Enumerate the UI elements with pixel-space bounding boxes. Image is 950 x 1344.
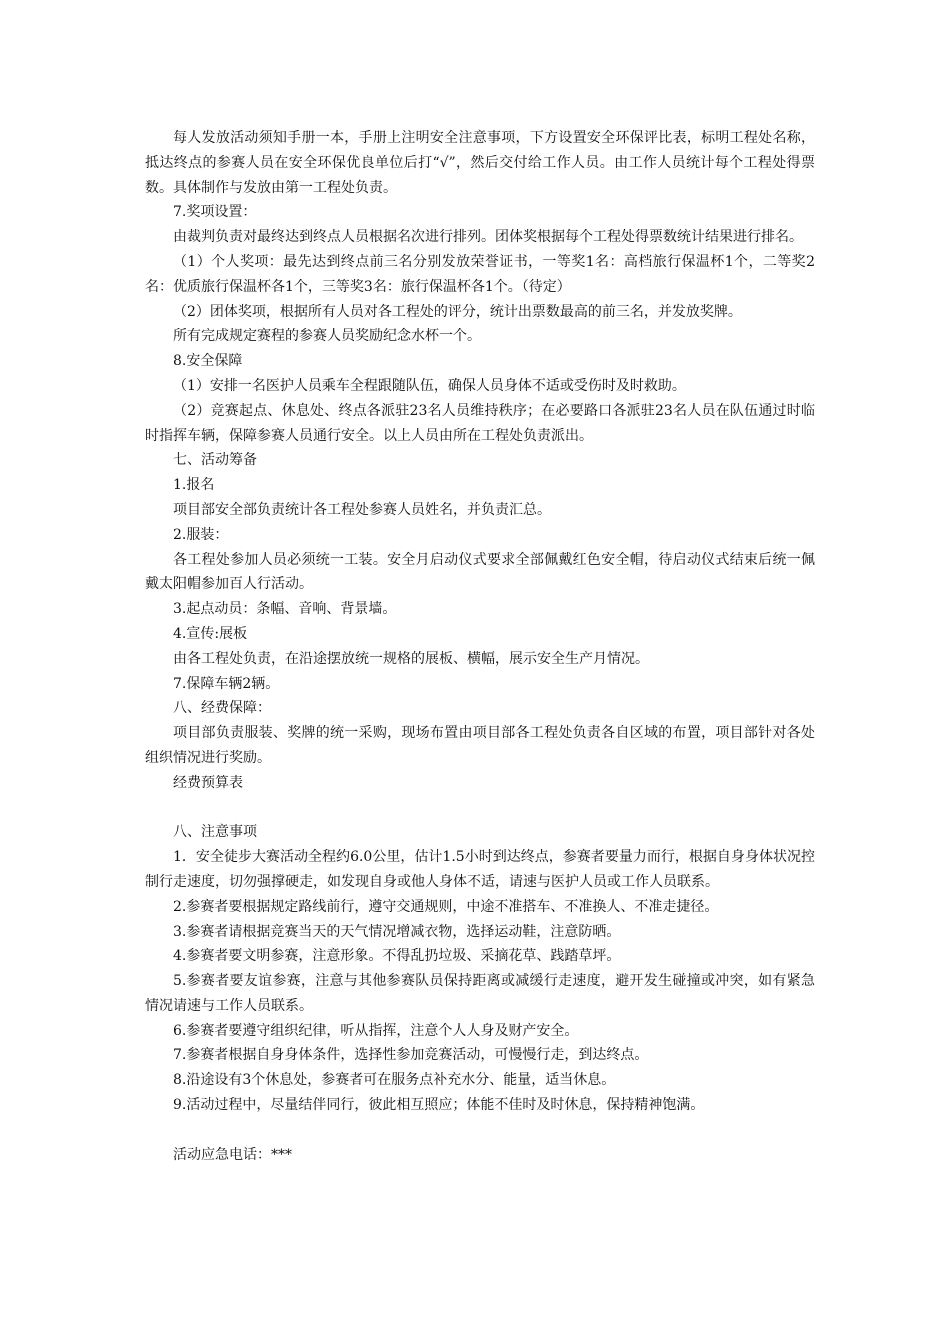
heading-preparation: 七、活动筹备 bbox=[173, 452, 257, 469]
paragraph: （1）个人奖项：最先达到终点前三名分别发放荣誉证书，一等奖1名：高档旅行保温杯1个，二等奖2名：优质旅行保温杯各1个，三等奖3名：旅行保温杯各1个。（待定） bbox=[145, 253, 815, 295]
note-item: 3.参赛者请根据竞赛当天的天气情况增减衣物，选择运动鞋，注意防晒。 bbox=[173, 923, 621, 940]
paragraph: 7.保障车辆2辆。 bbox=[173, 675, 280, 692]
paragraph: 由裁判负责对最终达到终点人员根据名次进行排列。团体奖根据每个工程处得票数统计结果进行排名。 bbox=[173, 229, 803, 246]
heading-awards: 7.奖项设置： bbox=[173, 204, 257, 221]
paragraph: 由各工程处负责，在沿途摆放统一规格的展板、横幅，展示安全生产月情况。 bbox=[173, 650, 649, 667]
section-activity-rules bbox=[145, 126, 815, 796]
paragraph: 所有完成规定赛程的参赛人员奖励纪念水杯一个。 bbox=[173, 328, 481, 345]
budget-table-caption: 经费预算表 bbox=[173, 774, 243, 791]
note-item: 2.参赛者要根据规定路线前行，遵守交通规则，中途不准搭车、不准换人、不准走捷径。 bbox=[173, 898, 719, 915]
paragraph: 项目部负责服装、奖牌的统一采购，现场布置由项目部各工程处负责各自区域的布置，项目部针对各处组织情况进行奖励。 bbox=[145, 725, 815, 766]
note-item: 5.参赛者要友谊参赛，注意与其他参赛队员保持距离或减缓行走速度，避开发生碰撞或冲突，如有紧急情况请速与工作人员联系。 bbox=[145, 973, 815, 1014]
section-contact bbox=[145, 1143, 815, 1168]
heading-funding: 八、经费保障： bbox=[173, 700, 271, 717]
note-item: 6.参赛者要遵守组织纪律，听从指挥，注意个人人身及财产安全。 bbox=[173, 1022, 579, 1039]
document-page bbox=[145, 126, 815, 1167]
note-item: 8.沿途设有3个休息处，参赛者可在服务点补充水分、能量，适当休息。 bbox=[173, 1072, 616, 1089]
blank-line bbox=[145, 1118, 815, 1143]
note-item: 4.参赛者要文明参赛，注意形象。不得乱扔垃圾、采摘花草、践踏草坪。 bbox=[173, 948, 621, 965]
note-item: 7.参赛者根据自身身体条件，选择性参加竞赛活动，可慢慢行走，到达终点。 bbox=[173, 1047, 649, 1064]
paragraph: 各工程处参加人员必须统一工装。安全月启动仪式要求全部佩戴红色安全帽，待启动仪式结束后统一佩戴太阳帽参加百人行活动。 bbox=[145, 551, 815, 593]
note-item: 9.活动过程中，尽量结伴同行，彼此相互照应；体能不佳时及时休息，保持精神饱满。 bbox=[173, 1097, 705, 1114]
paragraph: 每人发放活动须知手册一本，手册上注明安全注意事项，下方设置安全环保评比表，标明工程处名称，抵达终点的参赛人员在安全环保优良单位后打“√”，然后交付给工作人员。由工作人员统计每个工程处得票数。具体制作与发放由第一工程处负责。 bbox=[145, 130, 815, 196]
note-item: 1．安全徒步大赛活动全程约6.0公里，估计1.5小时到达终点，参赛者要量力而行，根据自身身体状况控制行走速度，切勿强撑硬走，如发现自身或他人身体不适，请速与医护人员或工作人员联系。 bbox=[145, 849, 815, 890]
paragraph: 项目部安全部负责统计各工程处参赛人员姓名，并负责汇总。 bbox=[173, 501, 551, 518]
paragraph: （2）竞赛起点、休息处、终点各派驻23名人员维持秩序；在必要路口各派驻23名人员在队伍通过时临时指挥车辆，保障参赛人员通行安全。以上人员由所在工程处负责派出。 bbox=[145, 402, 815, 444]
heading-registration: 1.报名 bbox=[173, 477, 215, 494]
paragraph: （2）团体奖项，根据所有人员对各工程处的评分，统计出票数最高的前三名，并发放奖牌。 bbox=[173, 303, 742, 320]
paragraph: （1）安排一名医护人员乘车全程跟随队伍，确保人员身体不适或受伤时及时救助。 bbox=[173, 377, 686, 394]
paragraph: 3.起点动员：条幅、音响、背景墙。 bbox=[173, 601, 397, 618]
heading-publicity: 4.宣传:展板 bbox=[173, 625, 248, 642]
emergency-phone: 活动应急电话：*** bbox=[173, 1146, 292, 1163]
section-notes bbox=[145, 820, 815, 1118]
blank-line bbox=[145, 796, 815, 821]
heading-notes: 八、注意事项 bbox=[173, 824, 257, 841]
heading-clothing: 2.服装： bbox=[173, 526, 229, 543]
heading-safety: 8.安全保障 bbox=[173, 353, 243, 370]
